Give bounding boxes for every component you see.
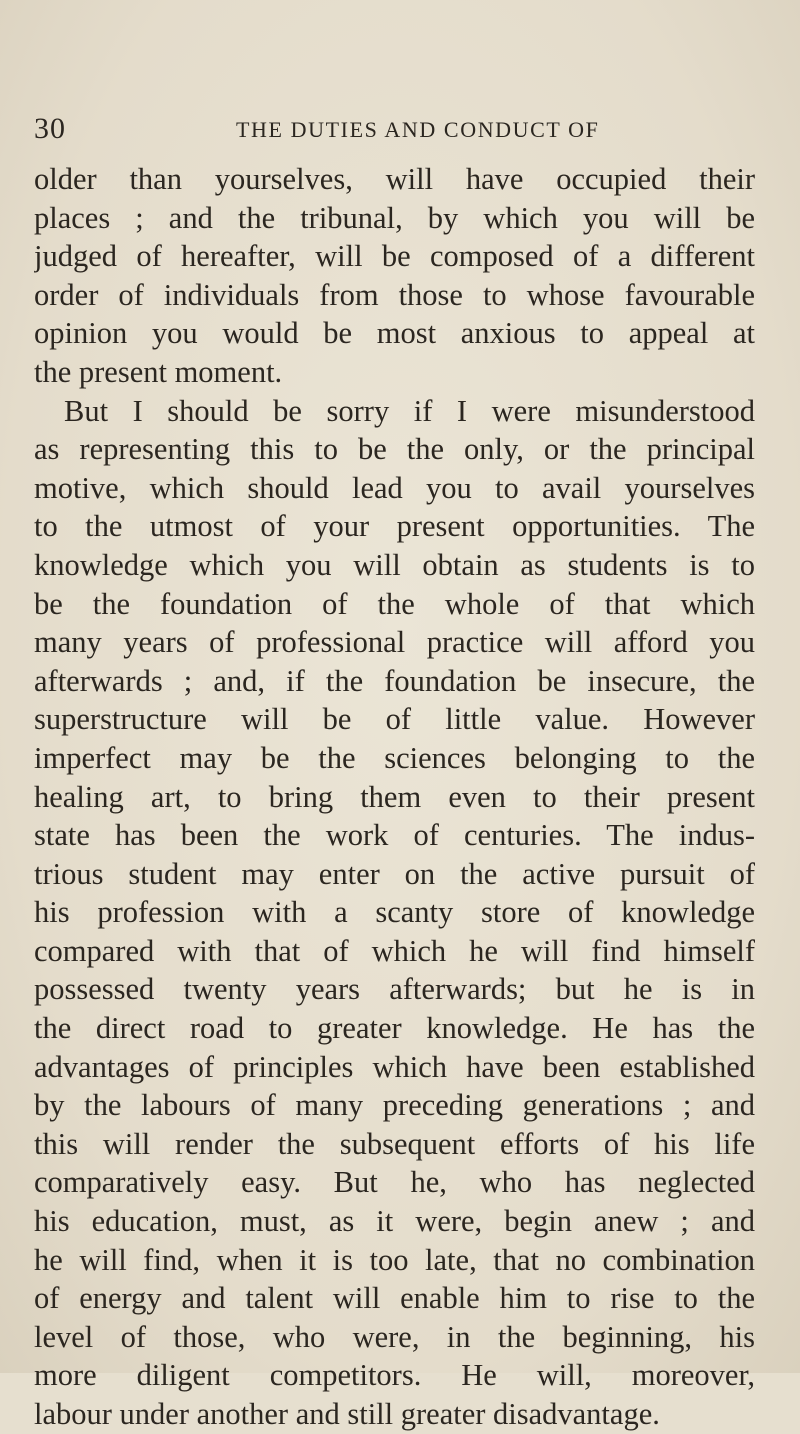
- text-line: state has been the work of centuries. The indus-: [34, 818, 755, 853]
- text-line: opinion you would be most anxious to appeal at: [34, 316, 755, 351]
- text-line: compared with that of which he will find himself: [34, 933, 755, 968]
- text-line: of energy and talent will enable him to rise to the: [34, 1281, 755, 1316]
- text-line: afterwards ; and, if the foundation be insecure, the: [34, 663, 755, 698]
- text-line: order of individuals from those to whose favourable: [34, 277, 755, 312]
- text-line: older than yourselves, will have occupied their: [34, 162, 755, 196]
- text-line: by the labours of many preceding generations ; and: [34, 1088, 755, 1123]
- text-line: superstructure will be of little value. However: [34, 702, 755, 737]
- running-title: THE DUTIES AND CONDUCT OF: [236, 117, 600, 142]
- text-line: many years of professional practice will afford you: [34, 625, 755, 660]
- page-number: 30: [34, 112, 66, 145]
- text-line: the present moment.: [34, 354, 283, 389]
- text-line: But I should be sorry if I were misunderstood: [64, 393, 755, 428]
- text-line: his profession with a scanty store of knowledge: [34, 895, 755, 930]
- text-line: he will find, when it is too late, that no combination: [34, 1242, 755, 1277]
- text-line: the direct road to greater knowledge. He has the: [34, 1011, 755, 1046]
- text-line: be the foundation of the whole of that which: [34, 586, 755, 621]
- text-line: knowledge which you will obtain as students is to: [34, 547, 755, 582]
- text-body: [34, 160, 755, 1434]
- text-line: possessed twenty years afterwards; but he is in: [34, 972, 755, 1007]
- text-line: labour under another and still greater disadvantage.: [34, 1397, 660, 1431]
- text-line: his education, must, as it were, begin anew ; and: [34, 1204, 755, 1239]
- text-line: to the utmost of your present opportunities. The: [34, 509, 755, 544]
- text-line: more diligent competitors. He will, moreover,: [34, 1358, 755, 1393]
- text-line: imperfect may be the sciences belonging to the: [34, 740, 755, 775]
- text-line: advantages of principles which have been established: [34, 1049, 755, 1084]
- text-line: trious student may enter on the active pursuit of: [34, 856, 755, 891]
- text-line: comparatively easy. But he, who has neglected: [34, 1165, 755, 1200]
- text-line: healing art, to bring them even to their present: [34, 779, 755, 814]
- text-line: motive, which should lead you to avail yourselves: [34, 470, 755, 505]
- text-line: places ; and the tribunal, by which you will be: [34, 200, 755, 235]
- text-line: level of those, who were, in the beginning, his: [34, 1319, 755, 1354]
- running-head: [34, 114, 754, 150]
- text-line: judged of hereafter, will be composed of a different: [34, 239, 755, 274]
- text-line: this will render the subsequent efforts of his life: [34, 1126, 755, 1161]
- text-line: as representing this to be the only, or the principal: [34, 432, 755, 467]
